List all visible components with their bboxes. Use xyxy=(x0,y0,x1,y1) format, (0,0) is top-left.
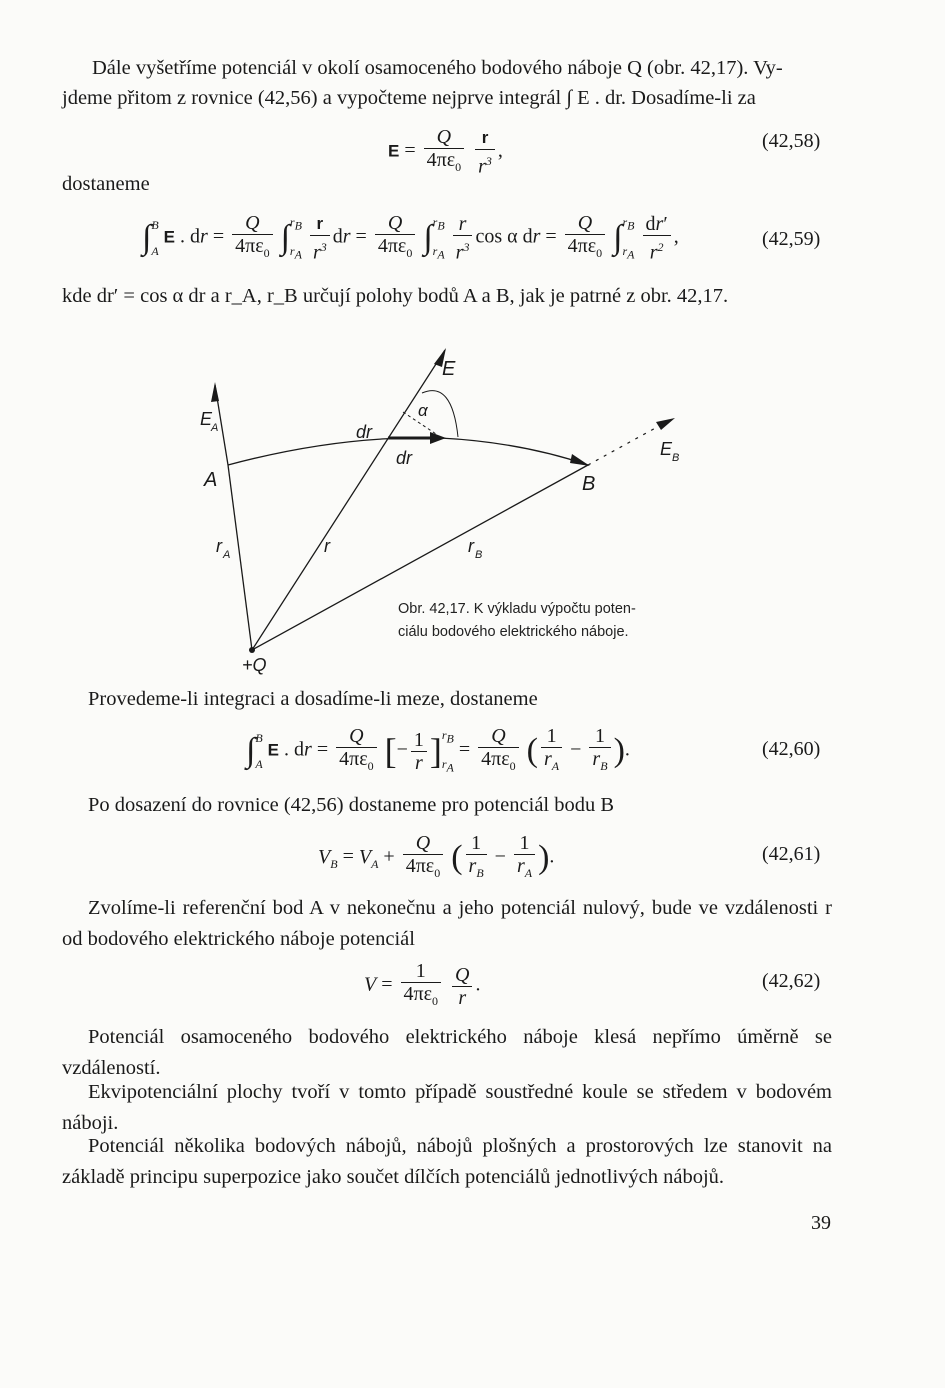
paragraph-equipotential: Ekvipotenciální plochy tvoří v tomto případě soustředné koule se středem v bodovém náboji. xyxy=(62,1081,832,1134)
label-rA: r xyxy=(216,536,222,556)
caption-line-2: ciálu bodového elektrického náboje. xyxy=(398,624,629,640)
label-A: A xyxy=(204,469,218,491)
kde-text: kde dr′ = cos α dr a r_A, r_B určují polohy bodů A a B, jak je patrné z obr. 42,17. xyxy=(62,285,729,307)
label-Q: +Q xyxy=(242,655,267,675)
eq-number-42-58: (42,58) xyxy=(762,130,821,152)
paragraph-potential-decrease: Potenciál osamoceného bodového elektrického náboje klesá nepřímo úměrně se vzdáleností. xyxy=(62,1026,832,1079)
vector-rA-line xyxy=(228,465,252,650)
intro-line-1: Dále vyšetříme potenciál v okolí osamoceného bodového náboje Q (obr. 42,17). Vy- xyxy=(92,57,783,79)
eq-number-42-59: (42,59) xyxy=(762,228,821,250)
caption-line-1: Obr. 42,17. K výkladu výpočtu poten- xyxy=(398,601,636,617)
label-alpha: α xyxy=(418,401,428,420)
provedeme-text: Provedeme-li integraci a dosadíme-li meze, dostaneme xyxy=(88,688,538,710)
label-EB: E xyxy=(660,439,673,459)
equation-42-61: $V_B = V_A$ + $\frac{Q}{4\pi\varepsilon_0}$ ( $\frac{1}{r_B}$ − $\frac{1}{r_A}$ ). xyxy=(318,832,555,880)
figure-caption xyxy=(398,598,636,644)
charge-point xyxy=(249,647,255,653)
label-E: E xyxy=(442,358,456,380)
EA-arrowhead xyxy=(211,382,219,402)
intro-line-2: jdeme přitom z rovnice (42,56) a vypočteme nejprve integrál ∫ E . dr. Dosadíme-li za xyxy=(62,87,756,109)
label-B: B xyxy=(582,473,596,495)
eq-number-42-62: (42,62) xyxy=(762,970,821,992)
eq-number-42-60: (42,60) xyxy=(762,738,821,760)
po-dosazeni-text: Po dosazení do rovnice (42,56) dostaneme pro potenciál bodu B xyxy=(88,794,615,816)
label-r: r xyxy=(324,536,330,556)
eq-number-42-61: (42,61) xyxy=(762,843,821,865)
equation-42-58: E = $\frac{Q}{4\pi\varepsilon_0}$ $\frac{r}{r^3}$ , xyxy=(388,126,503,178)
label-rA-sub: A xyxy=(223,549,231,561)
equation-42-60: ∫ B A E . dr = $\frac{Q}{4\pi\varepsilon_0}$ [− $\frac{1}{r}$ ] $r_B$ $r_A$ = $\frac{Q}{4\pi\varepsilon_0}$ ( $\frac{1}{r_A}$ − $\frac{1}{r_B}$ ). xyxy=(246,725,630,775)
equation-42-59: ∫ B A E . dr = $\frac{Q}{4\pi\varepsilon_0}$ ∫ $r_B$ $r_A$ $\frac{r}{r^3}$ dr = $\frac{Q}{4\pi\varepsilon_0}$ ∫ $r_B$ $r_A$ $\frac{r}{r^3}$ cos α dr = $\frac{Q}{4\pi\varepsilon_0}$ ∫ $r_B$ $r_A$ $\frac{dr'}{r^2}$ , xyxy=(142,212,679,264)
label-dr-bottom: dr xyxy=(396,448,413,468)
label-EA-sub: A xyxy=(211,422,219,434)
label-rB: r xyxy=(468,536,474,556)
dostaneme-text: dostaneme xyxy=(62,173,150,195)
paragraph-superposition: Potenciál několika bodových nábojů, nábojů plošných a prostorových lze stanovit na základě principu superpozice jako součet dílčích potenciálů jednotlivých nábojů. xyxy=(62,1135,832,1188)
label-EB-sub: B xyxy=(672,452,680,464)
label-dr-top: dr xyxy=(356,422,373,442)
equation-42-62: V = $\frac{1}{4\pi\varepsilon_0}$ $\frac{Q}{r}$ . xyxy=(364,960,481,1009)
dr-arrowhead xyxy=(430,432,446,444)
label-EA: E xyxy=(200,409,213,429)
EB-arrowhead xyxy=(656,418,675,430)
arc-arrowhead xyxy=(570,454,590,466)
zvolime-paragraph: Zvolíme-li referenční bod A v nekonečnu a jeho potenciál nulový, bude ve vzdálenosti r od bodového elektrického náboje potenciál xyxy=(62,897,832,950)
page-number: 39 xyxy=(811,1212,831,1234)
label-rB-sub: B xyxy=(475,549,483,561)
vector-EB-line xyxy=(588,420,670,465)
